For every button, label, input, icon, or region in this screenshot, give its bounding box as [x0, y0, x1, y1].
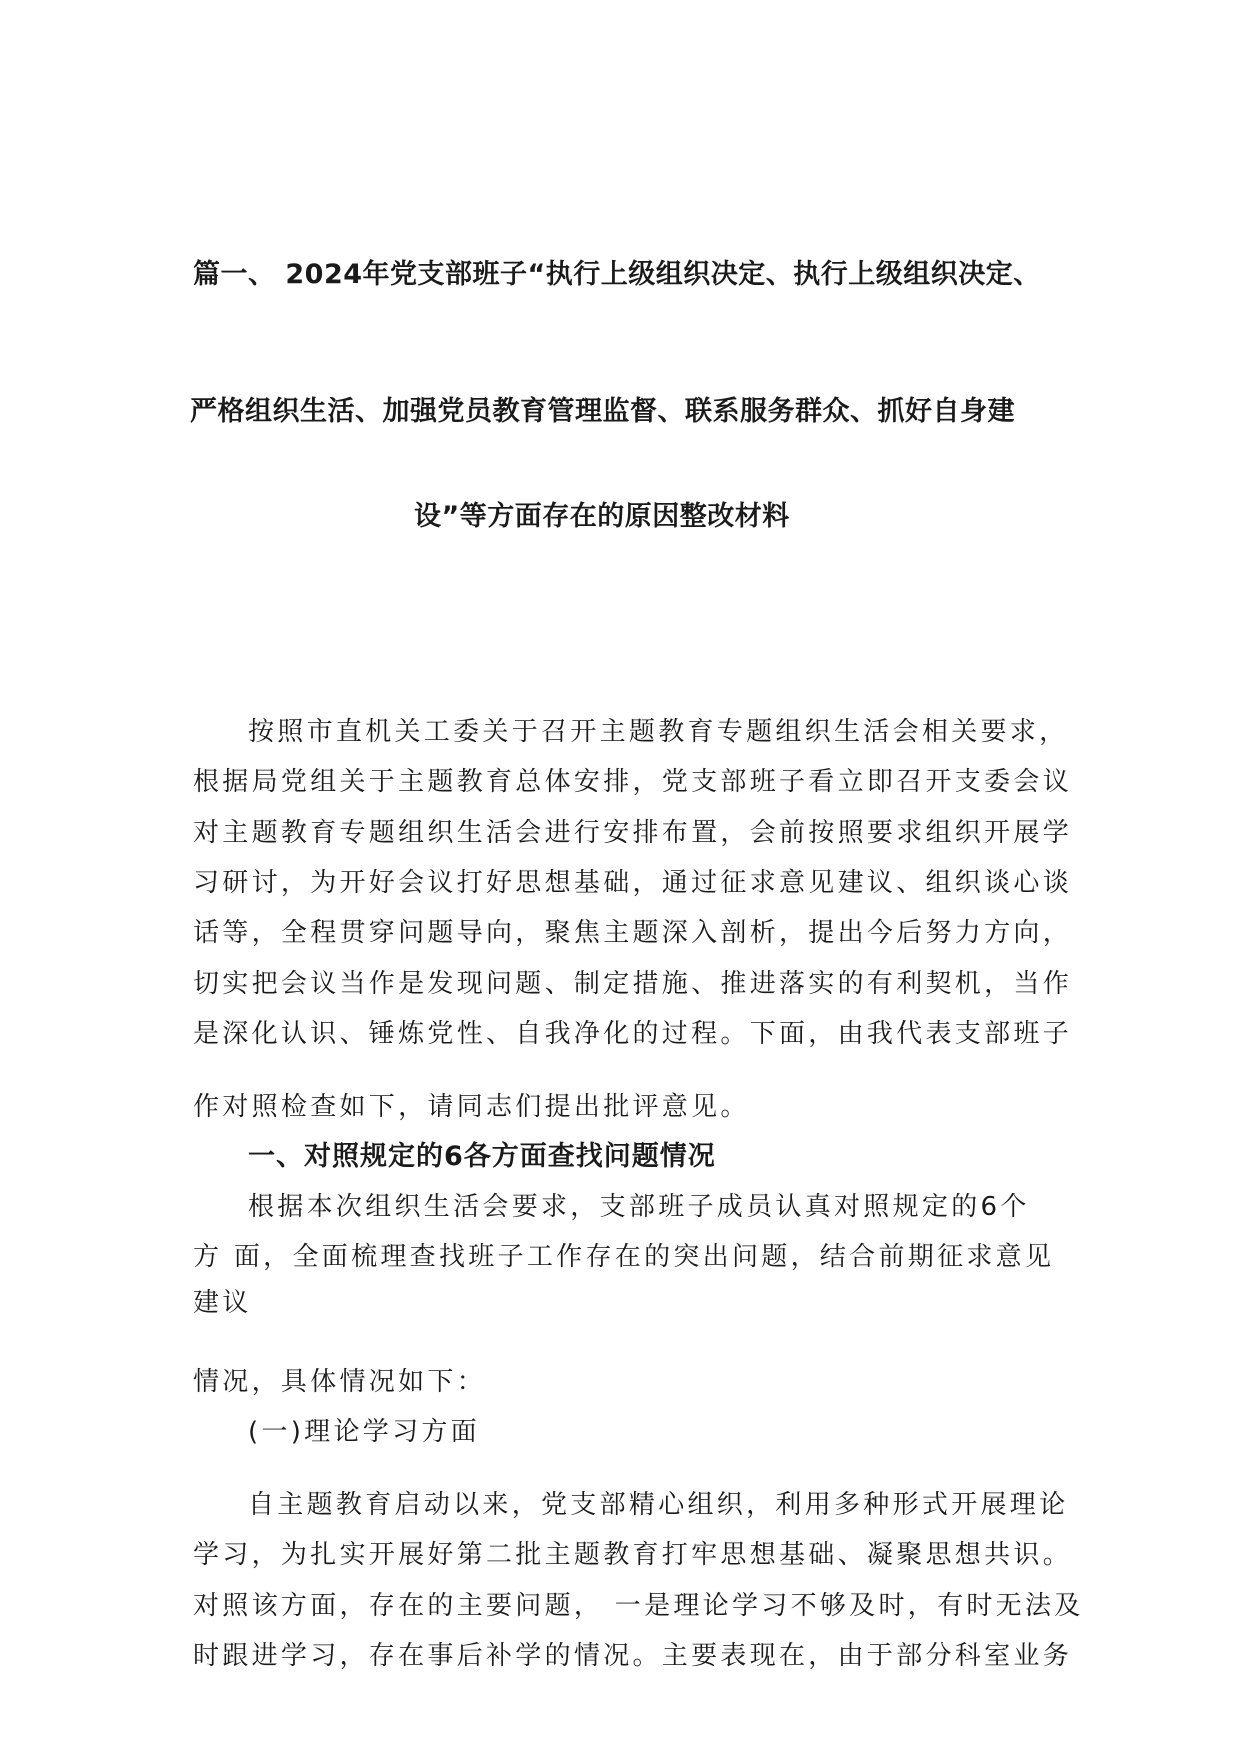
- subsection1-paragraph-line: 学习，为扎实开展好第二批主题教育打牢思想基础、凝聚思想共识。: [193, 1540, 1073, 1570]
- section-heading: 一、对照规定的6各方面查找问题情况: [248, 1141, 716, 1172]
- subsection1-paragraph-line: 时跟进学习，存在事后补学的情况。主要表现在，由于部分科室业务: [193, 1641, 1073, 1671]
- document-title-line-2: 严格组织生活、加强党员教育管理监督、联系服务群众、抓好自身建: [190, 396, 1015, 427]
- intro-paragraph-line: 话等，全程贯穿问题导向，聚焦主题深入剖析，提出今后努力方向，: [193, 918, 1073, 948]
- intro-paragraph-line: 是深化认识、锤炼党性、自我净化的过程。下面，由我代表支部班子: [193, 1019, 1073, 1049]
- subsection1-paragraph-line: 自主题教育启动以来，党支部精心组织，利用多种形式开展理论: [248, 1490, 1069, 1520]
- intro-paragraph-line: 作对照检查如下，请同志们提出批评意见。: [193, 1092, 750, 1122]
- subsection1-paragraph-line: 对照该方面，存在的主要问题， 一是理论学习不够及时，有时无法及: [193, 1591, 1084, 1621]
- intro-paragraph-line: 按照市直机关工委关于召开主题教育专题组织生活会相关要求，: [248, 717, 1069, 747]
- document-title-line-3: 设”等方面存在的原因整改材料: [414, 501, 790, 532]
- subsection-heading: (一)理论学习方面: [248, 1417, 480, 1447]
- intro-paragraph-line: 对主题教育专题组织生活会进行安排布置，会前按照要求组织开展学: [193, 818, 1073, 848]
- intro-paragraph-line: 切实把会议当作是发现问题、制定措施、推进落实的有利契机，当作: [193, 969, 1073, 999]
- section1-paragraph-line: 根据本次组织生活会要求，支部班子成员认真对照规定的6个: [248, 1192, 1030, 1222]
- section1-paragraph-line: 方 面，全面梳理查找班子工作存在的突出问题，结合前期征求意见: [193, 1242, 1055, 1272]
- section1-paragraph-line: 情况，具体情况如下：: [193, 1367, 487, 1397]
- intro-paragraph-line: 习研讨，为开好会议打好思想基础，通过征求意见建议、组织谈心谈: [193, 868, 1073, 898]
- document-title-line-1: 篇一、 2024年党支部班子“执行上级组织决定、执行上级组织决定、: [193, 259, 1041, 290]
- intro-paragraph-line: 根据局党组关于主题教育总体安排，党支部班子看立即召开支委会议: [193, 767, 1073, 797]
- section1-paragraph-line: 建议: [193, 1288, 252, 1318]
